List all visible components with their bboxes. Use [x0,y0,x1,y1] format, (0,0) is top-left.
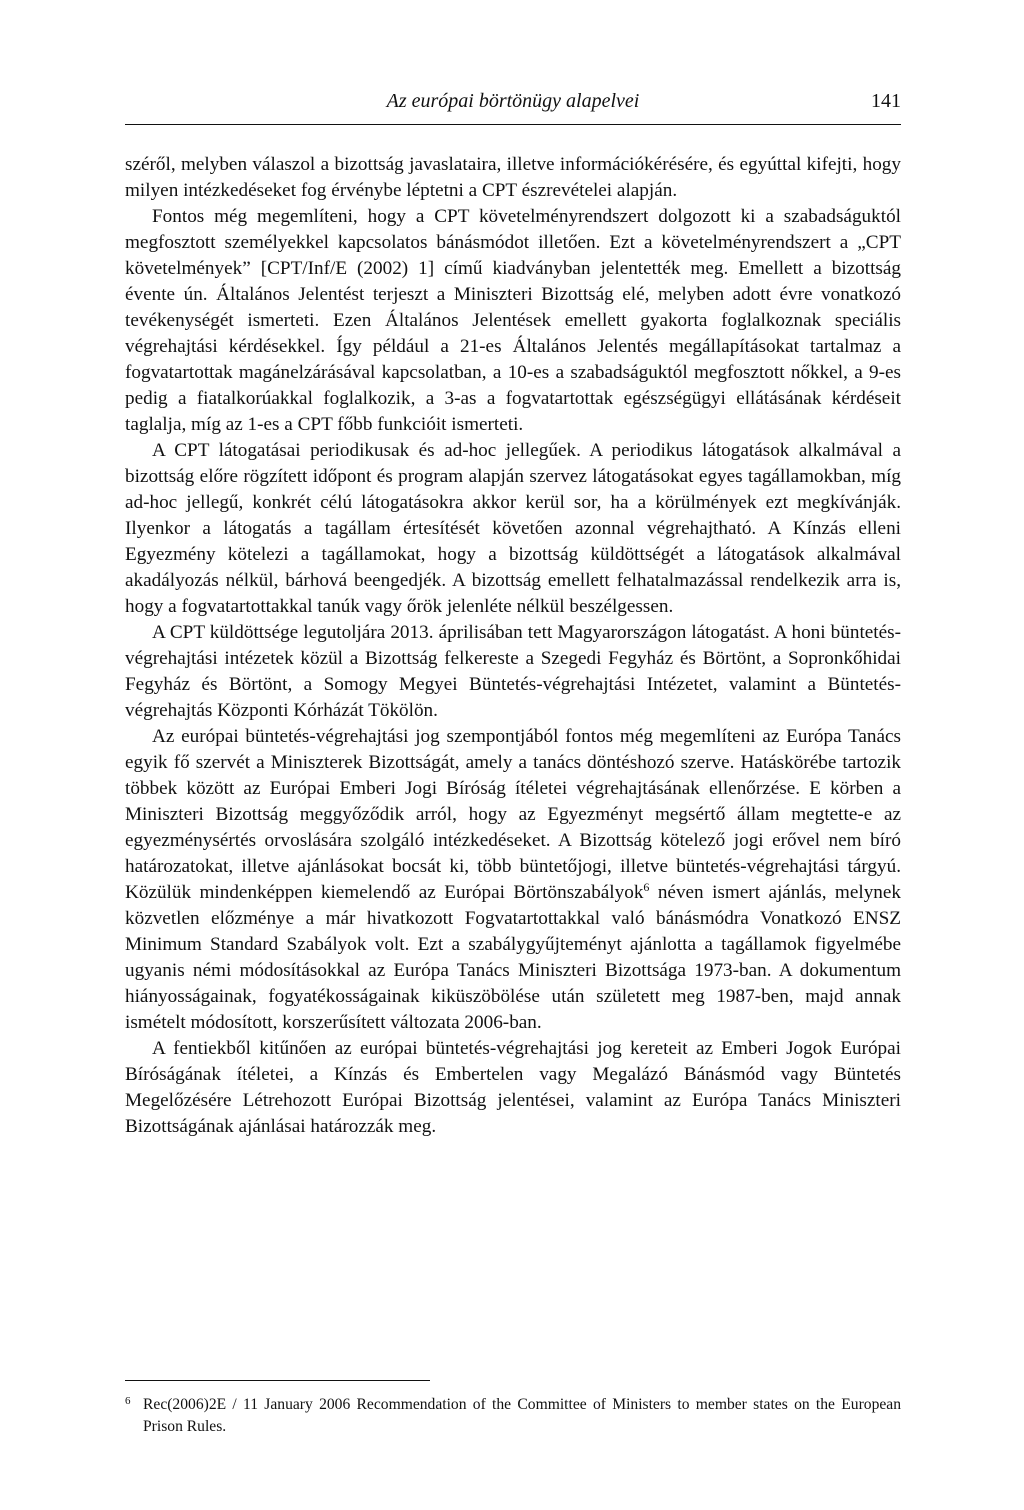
paragraph-5-text-before: Az európai büntetés-végrehajtási jog szempontjából fontos még megemlíteni az Európa Tanács egyik fő szervét a Miniszterek Bizottságát, amely a tanács döntéshozó szerve. Hatáskörébe tartozik többek között az Európai Emberi Jogi Bíróság ítéletei végrehajtásának ellenőrzése. E körben a Miniszteri Bizottság meggyőződik arról, hogy az Egyezményt megsértő állam megtette-e az egyezménysértés orvoslására szolgáló intézkedéseket. A Bizottság kötelező jogi erővel nem bíró határozatokat, illetve ajánlásokat bocsát ki, több büntetőjogi, illetve büntetés-végrehajtási tárgyú. Közülük mindenképpen kiemelendő az Európai Börtönszabályok [125,726,901,903]
paragraph-1: széről, melyben válaszol a bizottság javaslataira, illetve információkérésére, és egyúttal kifejti, hogy milyen intézkedéseket fog érvénybe léptetni a CPT észrevételei alapján. [125,154,901,201]
footnote-reference[interactable]: 6 [643,880,650,894]
header-rule [125,124,901,125]
running-title: Az európai börtönügy alapelvei [386,90,640,112]
paragraph-3: A CPT látogatásai periodikusak és ad-hoc jellegűek. A periodikus látogatások alkalmával a bizottság előre rögzített időpont és program alapján szervez látogatásokat egyes tagállamokban, míg ad-hoc jellegű, konkrét célú látogatásokra akkor kerül sor, ha a körülmények ezt megkívánják. Ilyenkor a látogatás a tagállam értesítését követően azonnal végrehajtható. A Kínzás elleni Egyezmény kötelezi a tagállamokat, hogy a bizottság küldöttségét a látogatások alkalmával akadályozás nélkül, bárhová beengedjék. A bizottság emellett felhatalmazással rendelkezik arra is, hogy a fogvatartottakkal tanúk vagy őrök jelenléte nélkül beszélgessen. [125,440,901,617]
paragraph-4: A CPT küldöttsége legutoljára 2013. áprilisában tett Magyarországon látogatást. A honi büntetés-végrehajtási intézetek közül a Bizottság felkereste a Szegedi Fegyház és Börtönt, a Sopronkőhidai Fegyház és Börtönt, a Somogy Megyei Büntetés-végrehajtási Intézetet, valamint a Büntetés-végrehajtás Központi Kórházát Tökölön. [125,622,901,721]
paragraph-6: A fentiekből kitűnően az európai büntetés-végrehajtási jog kereteit az Emberi Jogok Európai Bíróságának ítéletei, a Kínzás és Embertelen vagy Megalázó Bánásmód vagy Büntetés Megelőzésére Létrehozott Európai Bizottság jelentései, valamint az Európa Tanács Miniszteri Bizottságának ajánlásai határozzák meg. [125,1038,901,1137]
footnote [125,1394,901,1438]
page-number: 141 [871,90,901,112]
footnote-rule [125,1380,430,1381]
footnote-mark: 6 [125,1395,131,1407]
paragraph-5 [125,724,901,1036]
paragraph-5-text-after: néven ismert ajánlás, melynek közvetlen előzménye a már hivatkozott Fogvatartottakkal való bánásmódra Vonatkozó ENSZ Minimum Standard Szabályok volt. Ezt a szabálygyűjteményt ajánlotta a tagállamok figyelmébe ugyanis némi módosításokkal az Európa Tanács Miniszteri Bizottsága 1973-ban. A dokumentum hiányosságainak, fogyatékosságainak kiküszöbölése után született meg 1987-ben, majd annak ismételt módosított, korszerűsített változata 2006-ban. [125,882,901,1033]
footnote-text: Rec(2006)2E / 11 January 2006 Recommendation of the Committee of Ministers to member states on the European Prison Rules. [143,1396,901,1435]
paragraph-2: Fontos még megemlíteni, hogy a CPT követelményrendszert dolgozott ki a szabadságuktól megfosztott személyekkel kapcsolatos bánásmódot illetően. Ezt a követelményrendszert a „CPT követelmények” [CPT/Inf/E (2002) 1] című kiadványban jelentették meg. Emellett a bizottság évente ún. Általános Jelentést terjeszt a Miniszteri Bizottság elé, melyben adott évre vonatkozó tevékenységét ismerteti. Ezen Általános Jelentések emellett gyakorta foglalkoznak speciális végrehajtási kérdésekkel. Így például a 21-es Általános Jelentés megállapításokat tartalmaz a fogvatartottak magánelzárásával kapcsolatban, a 10-es a szabadságuktól megfosztott nőkkel, a 9-es pedig a fiatalkorúakkal foglalkozik, a 3-as a fogvatartottak egészségügyi ellátásának kérdéseit taglalja, míg az 1-es a CPT főbb funkcióit ismerteti. [125,206,901,435]
running-header [125,88,901,124]
body-text [125,152,901,1140]
